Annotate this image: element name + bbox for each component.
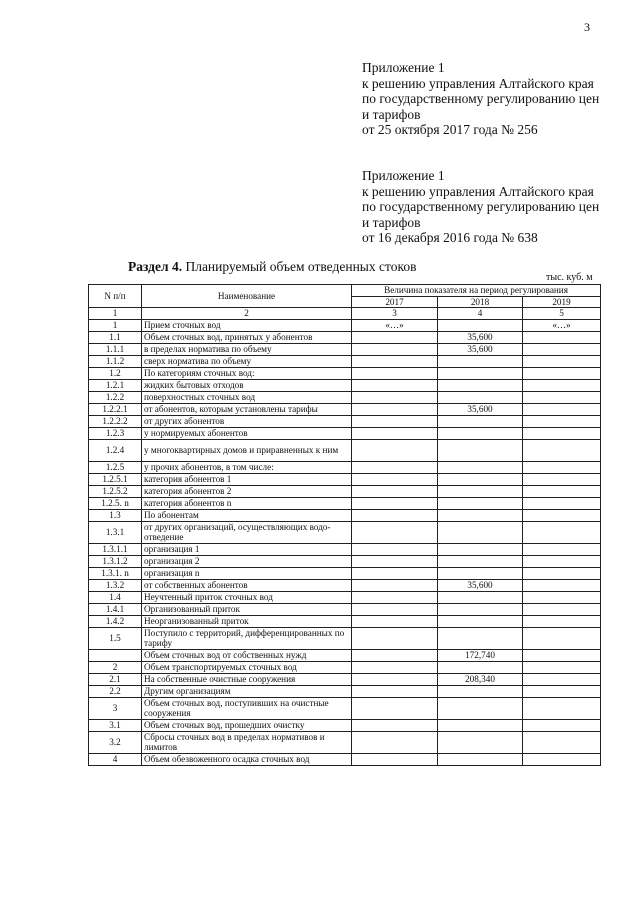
table-row xyxy=(89,343,601,355)
value-2017-cell xyxy=(352,403,438,415)
value-2017-cell xyxy=(352,661,438,673)
row-name-cell: Объем транспортируемых сточных вод xyxy=(142,661,352,673)
row-number-cell: 1.3.2 xyxy=(89,579,142,591)
table-row xyxy=(89,627,601,649)
value-2019-cell xyxy=(523,497,601,509)
row-name-cell: категория абонентов 1 xyxy=(142,473,352,485)
value-2017-cell xyxy=(352,731,438,753)
value-2019-cell xyxy=(523,555,601,567)
table-row xyxy=(89,509,601,521)
value-2017-cell xyxy=(352,415,438,427)
column-number: 3 xyxy=(352,308,438,320)
value-2018-cell xyxy=(438,391,523,403)
wastewater-volume-table xyxy=(88,284,601,766)
row-number-cell: 1.4.1 xyxy=(89,603,142,615)
column-number: 4 xyxy=(438,308,523,320)
value-2019-cell xyxy=(523,461,601,473)
table-row xyxy=(89,415,601,427)
value-2018-cell xyxy=(438,427,523,439)
value-2017-cell xyxy=(352,543,438,555)
row-name-cell: организация n xyxy=(142,567,352,579)
value-2017-cell xyxy=(352,603,438,615)
row-number-cell: 1.3.1.2 xyxy=(89,555,142,567)
annex-block-2016 xyxy=(362,168,599,246)
value-2019-cell xyxy=(523,367,601,379)
value-2017-cell xyxy=(352,579,438,591)
value-2017-cell xyxy=(352,427,438,439)
value-2018-cell xyxy=(438,731,523,753)
row-name-cell: Прием сточных вод xyxy=(142,319,352,331)
table-row xyxy=(89,461,601,473)
value-2018-cell xyxy=(438,415,523,427)
row-number-cell: 1.2.5.1 xyxy=(89,473,142,485)
row-name-cell: Организованный приток xyxy=(142,603,352,615)
value-2018-cell xyxy=(438,509,523,521)
value-2018-cell xyxy=(438,567,523,579)
value-2019-cell xyxy=(523,615,601,627)
value-2017-cell xyxy=(352,367,438,379)
row-name-cell: от других организаций, осуществляющих водо-отведение xyxy=(142,521,352,543)
value-2018-cell xyxy=(438,319,523,331)
row-number-cell: 1.2.5. n xyxy=(89,497,142,509)
table-row xyxy=(89,649,601,661)
annex-line: и тарифов xyxy=(362,106,421,122)
value-2018-cell: 172,740 xyxy=(438,649,523,661)
value-2018-cell xyxy=(438,367,523,379)
row-name-cell: По абонентам xyxy=(142,509,352,521)
value-2017-cell xyxy=(352,439,438,461)
table-row xyxy=(89,555,601,567)
value-2019-cell xyxy=(523,343,601,355)
value-2017-cell xyxy=(352,567,438,579)
value-2018-cell xyxy=(438,521,523,543)
value-2017-cell xyxy=(352,379,438,391)
table-row xyxy=(89,603,601,615)
value-2017-cell xyxy=(352,555,438,567)
header-name: Наименование xyxy=(142,285,352,308)
value-2017-cell xyxy=(352,355,438,367)
value-2018-cell xyxy=(438,685,523,697)
value-2018-cell xyxy=(438,461,523,473)
value-2018-cell xyxy=(438,485,523,497)
value-2017-cell xyxy=(352,719,438,731)
row-name-cell: от других абонентов xyxy=(142,415,352,427)
value-2017-cell xyxy=(352,331,438,343)
value-2019-cell xyxy=(523,355,601,367)
value-2017-cell xyxy=(352,697,438,719)
table-row xyxy=(89,697,601,719)
value-2018-cell xyxy=(438,697,523,719)
table-body xyxy=(89,319,601,765)
value-2018-cell xyxy=(438,719,523,731)
table-row xyxy=(89,439,601,461)
units-label: тыс. куб. м xyxy=(546,272,593,283)
value-2017-cell xyxy=(352,615,438,627)
row-name-cell: Неорганизованный приток xyxy=(142,615,352,627)
value-2017-cell xyxy=(352,649,438,661)
value-2019-cell xyxy=(523,579,601,591)
value-2019-cell xyxy=(523,603,601,615)
value-2019-cell xyxy=(523,439,601,461)
row-number-cell: 1.2.2.2 xyxy=(89,415,142,427)
row-number-cell: 1.2.1 xyxy=(89,379,142,391)
value-2018-cell xyxy=(438,497,523,509)
row-name-cell: у нормируемых абонентов xyxy=(142,427,352,439)
value-2018-cell xyxy=(438,591,523,603)
annex-line: Приложение 1 xyxy=(362,60,445,75)
value-2018-cell xyxy=(438,627,523,649)
value-2018-cell xyxy=(438,543,523,555)
value-2018-cell: 35,600 xyxy=(438,403,523,415)
row-name-cell: Другим организациям xyxy=(142,685,352,697)
value-2017-cell xyxy=(352,627,438,649)
value-2019-cell xyxy=(523,649,601,661)
row-number-cell: 1.2.2.1 xyxy=(89,403,142,415)
row-number-cell: 1.2.4 xyxy=(89,439,142,461)
annex-line: от 25 октября 2017 года № 256 xyxy=(362,122,538,137)
row-name-cell: Объем сточных вод от собственных нужд xyxy=(142,649,352,661)
table-row xyxy=(89,427,601,439)
header-year: 2019 xyxy=(523,296,601,308)
row-number-cell: 1.2.3 xyxy=(89,427,142,439)
row-number-cell: 1.3.1 xyxy=(89,521,142,543)
value-2017-cell xyxy=(352,343,438,355)
row-name-cell: Сбросы сточных вод в пределах нормативов и лимитов xyxy=(142,731,352,753)
annex-line: по государственному регулированию цен xyxy=(362,199,600,214)
header-num: N п/п xyxy=(89,285,142,308)
value-2019-cell xyxy=(523,509,601,521)
header-year: 2018 xyxy=(438,296,523,308)
value-2019-cell xyxy=(523,685,601,697)
table-row xyxy=(89,615,601,627)
row-number-cell: 2 xyxy=(89,661,142,673)
row-name-cell: у прочих абонентов, в том числе: xyxy=(142,461,352,473)
table-row xyxy=(89,355,601,367)
row-number-cell: 1.2.5.2 xyxy=(89,485,142,497)
header-period-group: Величина показателя на период регулирования xyxy=(352,285,601,297)
column-number: 5 xyxy=(523,308,601,320)
row-number-cell: 1.5 xyxy=(89,627,142,649)
value-2017-cell xyxy=(352,753,438,765)
row-number-cell: 1.1.1 xyxy=(89,343,142,355)
table-row xyxy=(89,331,601,343)
row-name-cell: организация 1 xyxy=(142,543,352,555)
value-2019-cell xyxy=(523,427,601,439)
value-2017-cell xyxy=(352,685,438,697)
row-number-cell: 2.2 xyxy=(89,685,142,697)
row-number-cell: 1 xyxy=(89,319,142,331)
table-row xyxy=(89,521,601,543)
row-name-cell: Объем обезвоженного осадка сточных вод xyxy=(142,753,352,765)
value-2019-cell xyxy=(523,403,601,415)
section-heading: Планируемый объем отведенных стоков xyxy=(185,259,417,274)
row-name-cell: Объем сточных вод, прошедших очистку xyxy=(142,719,352,731)
row-name-cell: Поступило с территорий, дифференцированных по тарифу xyxy=(142,627,352,649)
annex-line: Приложение 1 xyxy=(362,168,445,183)
table-row xyxy=(89,319,601,331)
value-2019-cell xyxy=(523,331,601,343)
row-number-cell: 1.1 xyxy=(89,331,142,343)
row-name-cell: от собственных абонентов xyxy=(142,579,352,591)
row-name-cell: категория абонентов 2 xyxy=(142,485,352,497)
row-number-cell: 2.1 xyxy=(89,673,142,685)
value-2019-cell xyxy=(523,415,601,427)
annex-block-2017 xyxy=(362,60,599,138)
row-number-cell: 3.1 xyxy=(89,719,142,731)
row-number-cell: 1.2.5 xyxy=(89,461,142,473)
value-2019-cell xyxy=(523,543,601,555)
row-name-cell: жидких бытовых отходов xyxy=(142,379,352,391)
annex-line: по государственному регулированию цен xyxy=(362,91,600,106)
table-row xyxy=(89,661,601,673)
value-2019-cell xyxy=(523,567,601,579)
value-2019-cell xyxy=(523,731,601,753)
row-number-cell: 4 xyxy=(89,753,142,765)
value-2017-cell xyxy=(352,673,438,685)
table-row xyxy=(89,485,601,497)
table-row xyxy=(89,719,601,731)
value-2017-cell xyxy=(352,473,438,485)
annex-line: к решению управления Алтайского края xyxy=(362,75,594,91)
value-2019-cell xyxy=(523,673,601,685)
table-row xyxy=(89,391,601,403)
value-2018-cell: 208,340 xyxy=(438,673,523,685)
column-number: 1 xyxy=(89,308,142,320)
row-number-cell: 1.4 xyxy=(89,591,142,603)
table-row xyxy=(89,379,601,391)
table-row xyxy=(89,543,601,555)
value-2019-cell: «…» xyxy=(523,319,601,331)
row-number-cell: 3 xyxy=(89,697,142,719)
value-2017-cell xyxy=(352,591,438,603)
value-2019-cell xyxy=(523,473,601,485)
row-number-cell: 1.3 xyxy=(89,509,142,521)
row-number-cell: 1.3.1.1 xyxy=(89,543,142,555)
annex-line: и тарифов xyxy=(362,214,421,230)
value-2018-cell: 35,600 xyxy=(438,331,523,343)
page-number: 3 xyxy=(584,20,590,34)
value-2019-cell xyxy=(523,661,601,673)
table-row xyxy=(89,403,601,415)
row-number-cell xyxy=(89,649,142,661)
section-label: Раздел 4. xyxy=(128,259,183,274)
row-number-cell: 1.2.2 xyxy=(89,391,142,403)
row-name-cell: организация 2 xyxy=(142,555,352,567)
table-row xyxy=(89,497,601,509)
value-2017-cell xyxy=(352,391,438,403)
value-2017-cell xyxy=(352,485,438,497)
table-row xyxy=(89,753,601,765)
value-2019-cell xyxy=(523,719,601,731)
value-2018-cell xyxy=(438,615,523,627)
value-2018-cell xyxy=(438,473,523,485)
row-number-cell: 1.4.2 xyxy=(89,615,142,627)
table-row xyxy=(89,579,601,591)
row-number-cell: 1.1.2 xyxy=(89,355,142,367)
table-row xyxy=(89,685,601,697)
row-name-cell: Неучтенный приток сточных вод xyxy=(142,591,352,603)
table-row xyxy=(89,591,601,603)
row-number-cell: 1.2 xyxy=(89,367,142,379)
value-2017-cell xyxy=(352,509,438,521)
value-2018-cell xyxy=(438,661,523,673)
annex-line: от 16 декабря 2016 года № 638 xyxy=(362,230,538,245)
row-name-cell: На собственные очистные сооружения xyxy=(142,673,352,685)
value-2018-cell: 35,600 xyxy=(438,579,523,591)
value-2018-cell xyxy=(438,379,523,391)
value-2018-cell xyxy=(438,355,523,367)
column-number: 2 xyxy=(142,308,352,320)
row-name-cell: от абонентов, которым установлены тарифы xyxy=(142,403,352,415)
section-title xyxy=(128,259,416,275)
table-row xyxy=(89,731,601,753)
value-2018-cell xyxy=(438,439,523,461)
value-2018-cell xyxy=(438,753,523,765)
row-name-cell: Объем сточных вод, принятых у абонентов xyxy=(142,331,352,343)
value-2019-cell xyxy=(523,379,601,391)
value-2018-cell: 35,600 xyxy=(438,343,523,355)
row-name-cell: в пределах норматива по объему xyxy=(142,343,352,355)
row-number-cell: 1.3.1. n xyxy=(89,567,142,579)
value-2017-cell: «…» xyxy=(352,319,438,331)
row-name-cell: поверхностных сточных вод xyxy=(142,391,352,403)
value-2017-cell xyxy=(352,497,438,509)
value-2019-cell xyxy=(523,391,601,403)
row-name-cell: сверх норматива по объему xyxy=(142,355,352,367)
value-2019-cell xyxy=(523,485,601,497)
row-name-cell: Объем сточных вод, поступивших на очистные сооружения xyxy=(142,697,352,719)
row-number-cell: 3.2 xyxy=(89,731,142,753)
value-2017-cell xyxy=(352,461,438,473)
value-2018-cell xyxy=(438,555,523,567)
value-2017-cell xyxy=(352,521,438,543)
annex-line: к решению управления Алтайского края xyxy=(362,183,594,199)
value-2019-cell xyxy=(523,697,601,719)
table-row xyxy=(89,673,601,685)
row-name-cell: категория абонентов n xyxy=(142,497,352,509)
value-2019-cell xyxy=(523,627,601,649)
value-2018-cell xyxy=(438,603,523,615)
table-row xyxy=(89,367,601,379)
table-row xyxy=(89,473,601,485)
row-name-cell: По категориям сточных вод: xyxy=(142,367,352,379)
value-2019-cell xyxy=(523,753,601,765)
value-2019-cell xyxy=(523,591,601,603)
row-name-cell: у многоквартирных домов и приравненных к ним xyxy=(142,439,352,461)
table-row xyxy=(89,567,601,579)
value-2019-cell xyxy=(523,521,601,543)
header-year: 2017 xyxy=(352,296,438,308)
